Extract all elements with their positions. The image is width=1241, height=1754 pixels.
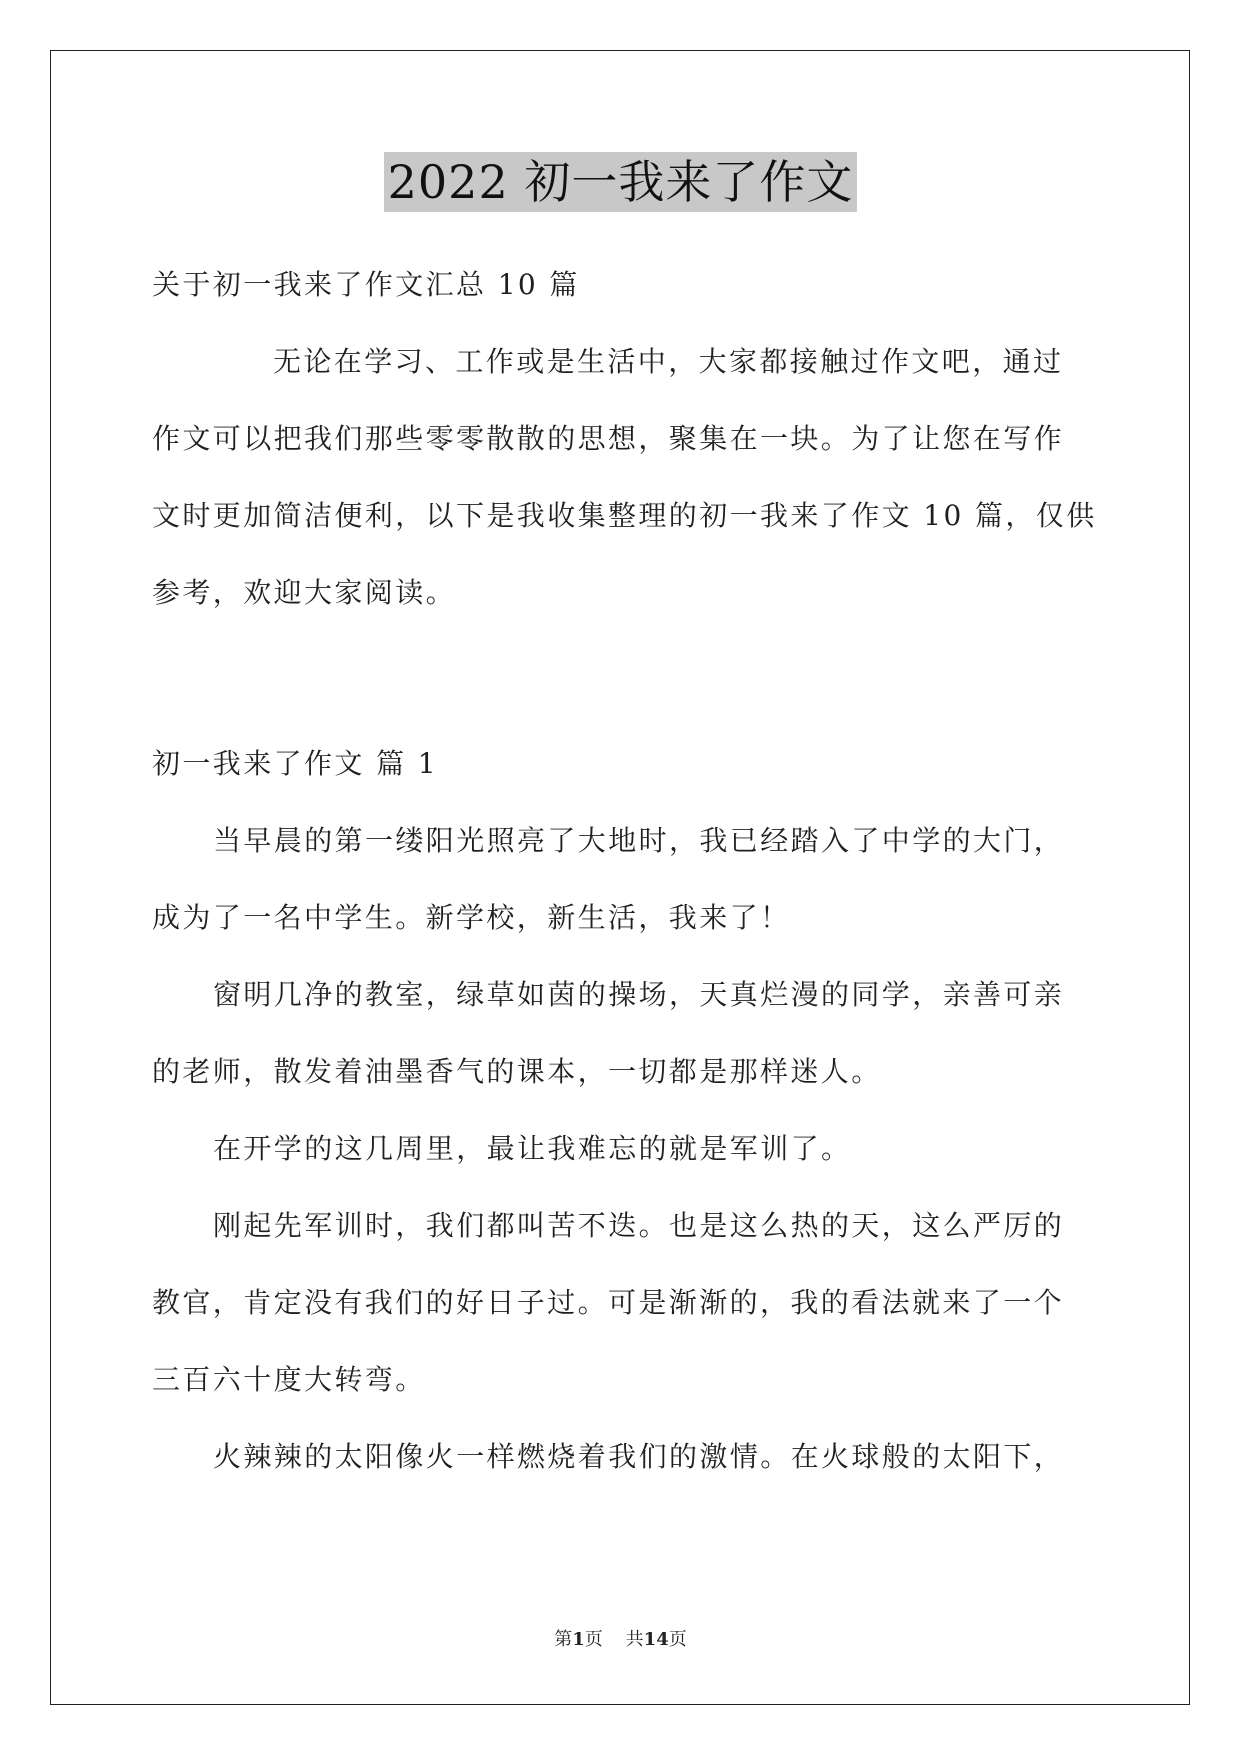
body-line: 的老师，散发着油墨香气的课本，一切都是那样迷人。 — [152, 1055, 882, 1088]
document-title: 2022 初一我来了作文 — [384, 152, 858, 212]
document-subtitle: 关于初一我来了作文汇总 10 篇 — [152, 268, 580, 301]
page-suffix: 页 — [584, 1629, 603, 1650]
title-container — [0, 152, 1241, 212]
total-prefix: 共 — [625, 1629, 644, 1650]
body-line: 三百六十度大转弯。 — [152, 1363, 426, 1396]
body-line: 教官，肯定没有我们的好日子过。可是渐渐的，我的看法就来了一个 — [152, 1286, 1065, 1319]
intro-line: 参考，欢迎大家阅读。 — [152, 576, 457, 609]
page-footer — [0, 1625, 1241, 1651]
page-prefix: 第 — [554, 1629, 573, 1650]
body-line: 窗明几净的教室，绿草如茵的操场，天真烂漫的同学，亲善可亲 — [213, 978, 1065, 1011]
section-heading: 初一我来了作文 篇 1 — [152, 747, 439, 780]
body-line: 成为了一名中学生。新学校，新生活，我来了！ — [152, 901, 791, 934]
page-number: 1 — [572, 1629, 585, 1650]
intro-line: 文时更加简洁便利，以下是我收集整理的初一我来了作文 10 篇，仅供 — [152, 499, 1097, 532]
total-pages: 14 — [643, 1629, 669, 1650]
body-line: 火辣辣的太阳像火一样燃烧着我们的激情。在火球般的太阳下， — [213, 1440, 1065, 1473]
total-suffix: 页 — [668, 1629, 687, 1650]
body-line: 刚起先军训时，我们都叫苦不迭。也是这么热的天，这么严厉的 — [213, 1209, 1065, 1242]
body-line: 当早晨的第一缕阳光照亮了大地时，我已经踏入了中学的大门， — [213, 824, 1065, 857]
intro-line: 作文可以把我们那些零零散散的思想，聚集在一块。为了让您在写作 — [152, 422, 1065, 455]
intro-line: 无论在学习、工作或是生活中，大家都接触过作文吧，通过 — [273, 345, 1064, 378]
body-line: 在开学的这几周里，最让我难忘的就是军训了。 — [213, 1132, 852, 1165]
